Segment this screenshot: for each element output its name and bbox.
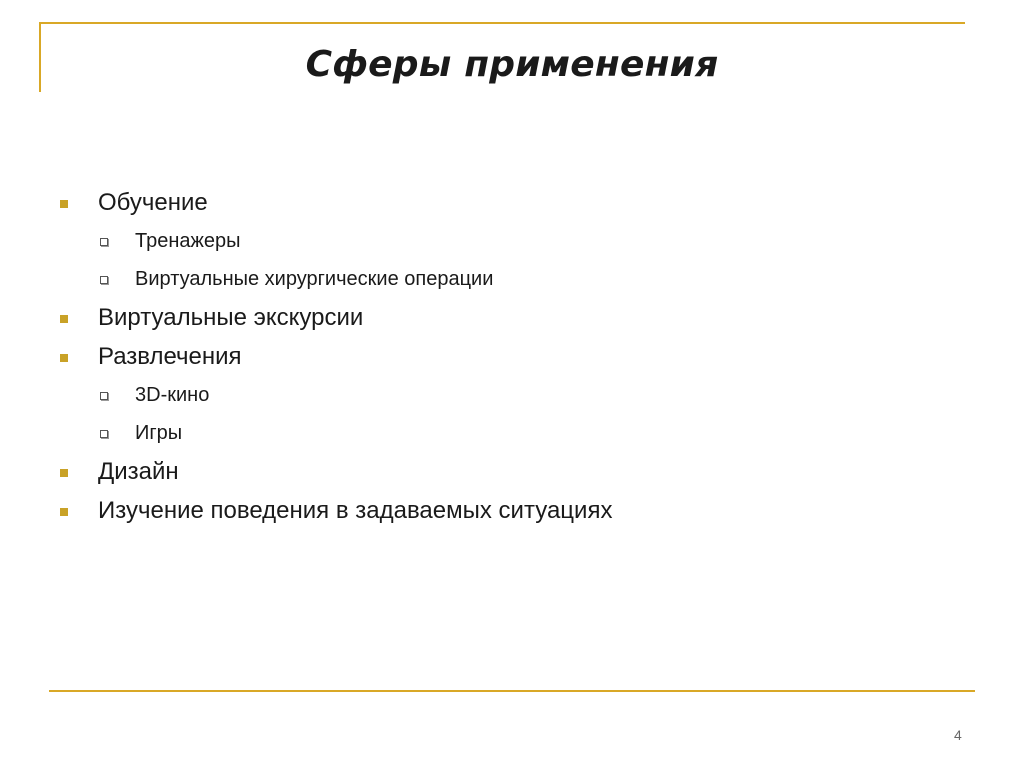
bullet-item bbox=[60, 337, 960, 376]
hollow-square-bullet-icon bbox=[100, 392, 108, 400]
square-bullet-icon bbox=[60, 354, 68, 362]
sub-bullet-item bbox=[60, 222, 960, 260]
hollow-square-bullet-icon bbox=[100, 276, 108, 284]
top-rule bbox=[39, 22, 965, 24]
bottom-rule bbox=[49, 690, 975, 692]
sub-bullet-label: Тренажеры bbox=[135, 229, 241, 252]
sub-bullet-item bbox=[60, 260, 960, 298]
bullet-item bbox=[60, 491, 960, 530]
sub-bullet-item bbox=[60, 376, 960, 414]
hollow-square-bullet-icon bbox=[100, 238, 108, 246]
page-number: 4 bbox=[954, 727, 962, 743]
sub-bullet-label: Виртуальные хирургические операции bbox=[135, 267, 494, 290]
square-bullet-icon bbox=[60, 508, 68, 516]
square-bullet-icon bbox=[60, 200, 68, 208]
bullet-item bbox=[60, 452, 960, 491]
bullet-label: Дизайн bbox=[98, 457, 179, 485]
square-bullet-icon bbox=[60, 469, 68, 477]
square-bullet-icon bbox=[60, 315, 68, 323]
sub-bullet-item bbox=[60, 414, 960, 452]
bullet-item bbox=[60, 183, 960, 222]
bullet-list bbox=[60, 183, 960, 530]
sub-bullet-label: 3D-кино bbox=[135, 383, 210, 406]
bullet-item bbox=[60, 298, 960, 337]
sub-bullet-label: Игры bbox=[135, 421, 183, 444]
bullet-label: Виртуальные экскурсии bbox=[98, 303, 364, 331]
bullet-label: Изучение поведения в задаваемых ситуациях bbox=[98, 496, 613, 524]
slide-title: Сферы применения bbox=[305, 44, 719, 85]
hollow-square-bullet-icon bbox=[100, 430, 108, 438]
bullet-label: Обучение bbox=[98, 188, 208, 216]
bullet-label: Развлечения bbox=[98, 342, 242, 370]
